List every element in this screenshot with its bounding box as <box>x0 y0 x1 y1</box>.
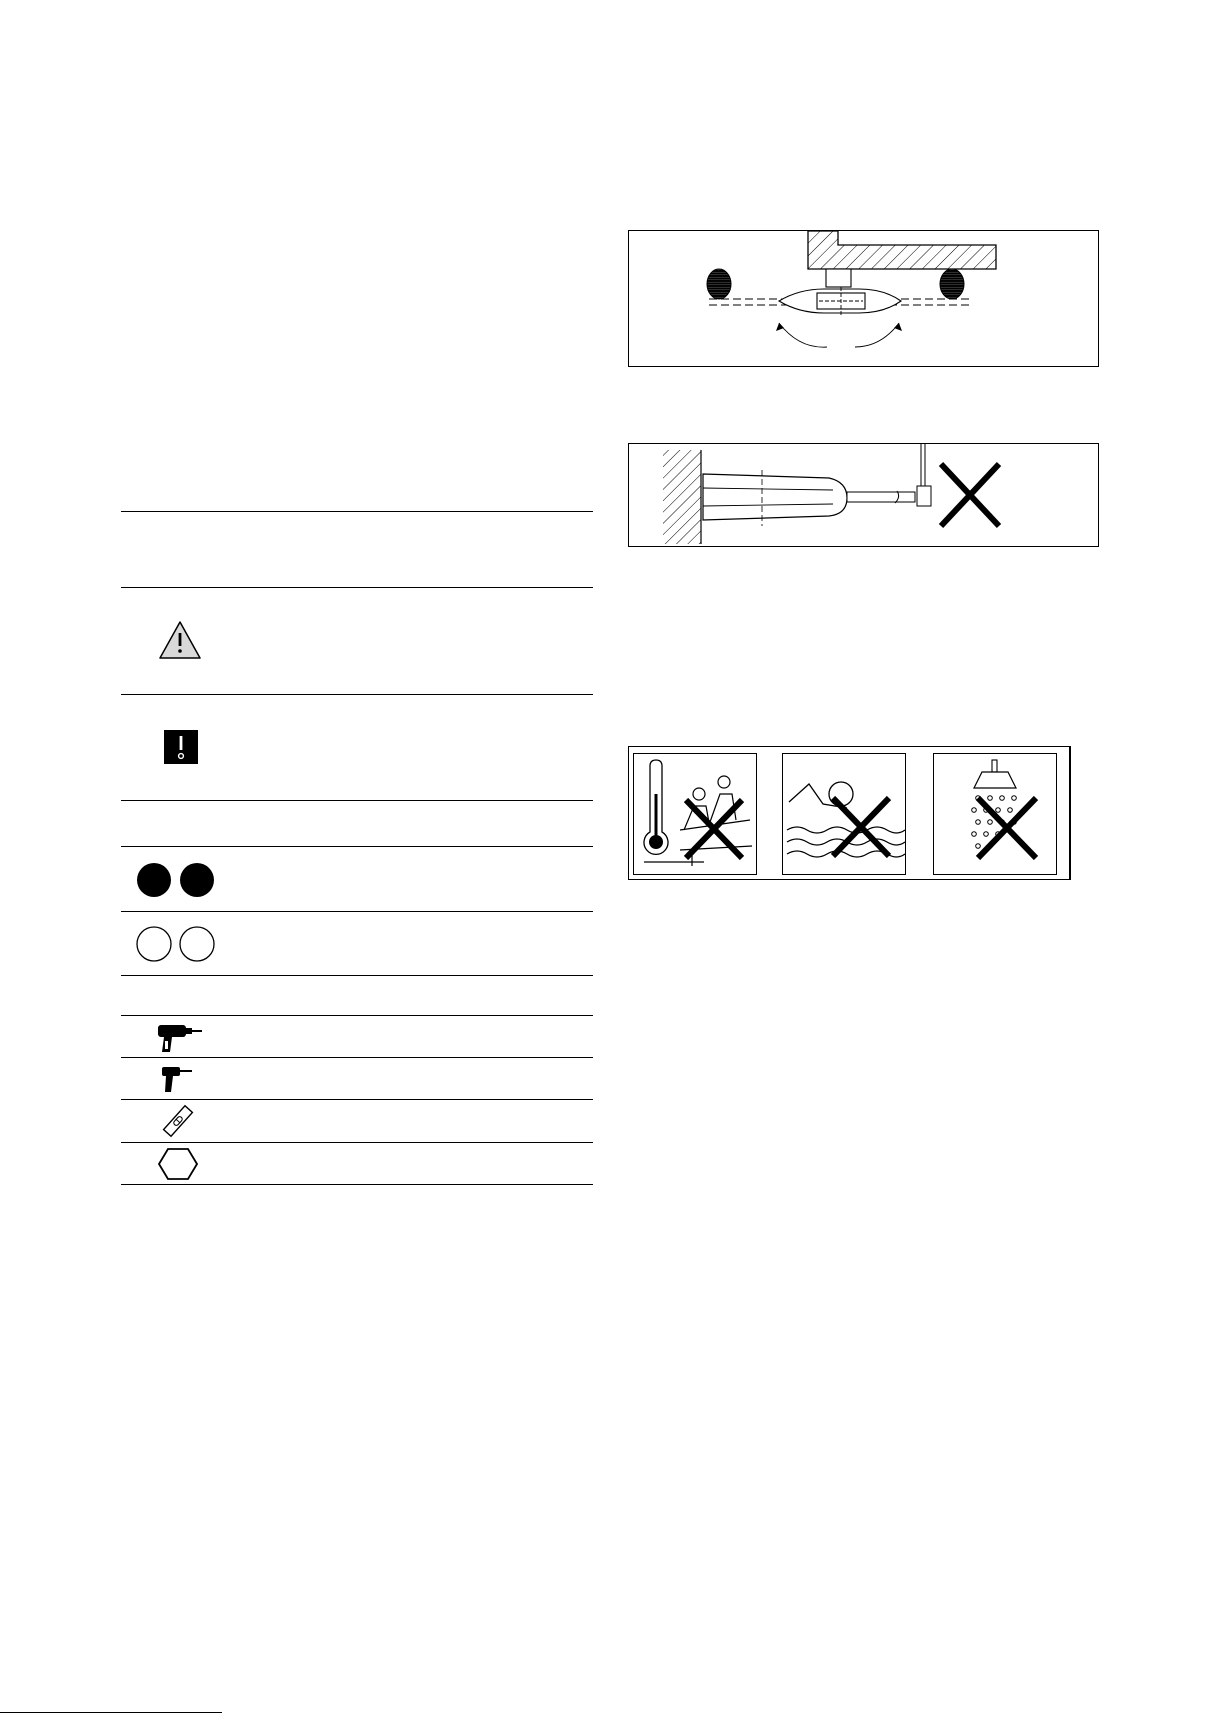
table-rule <box>121 587 593 588</box>
filled-circles-icon <box>136 862 218 903</box>
shower-prohibited-icon <box>933 753 1057 875</box>
footer-rule <box>0 1712 222 1713</box>
table-rule <box>121 1057 593 1058</box>
sauna-prohibited-icon <box>633 753 757 875</box>
table-rule <box>121 694 593 695</box>
warning-triangle-icon <box>158 620 202 665</box>
table-rule <box>121 846 593 847</box>
table-rule <box>121 975 593 976</box>
table-rule <box>121 1099 593 1100</box>
table-rule <box>121 1184 593 1185</box>
power-drill-icon <box>156 1022 204 1059</box>
table-rule <box>121 800 593 801</box>
table-rule <box>121 911 593 912</box>
handle-installation-icon <box>628 443 1099 547</box>
swimming-prohibited-icon <box>782 753 906 875</box>
table-rule <box>121 511 593 512</box>
notice-exclamation-icon <box>164 730 198 769</box>
table-rule <box>121 1142 593 1143</box>
hex-key-icon <box>158 1146 198 1187</box>
usage-warnings-panel <box>628 746 1071 880</box>
door-swing-icon <box>628 230 1099 367</box>
spirit-level-icon <box>160 1104 196 1143</box>
screwdriver-icon <box>160 1064 196 1099</box>
table-rule <box>121 1015 593 1016</box>
open-circles-icon <box>136 925 218 968</box>
